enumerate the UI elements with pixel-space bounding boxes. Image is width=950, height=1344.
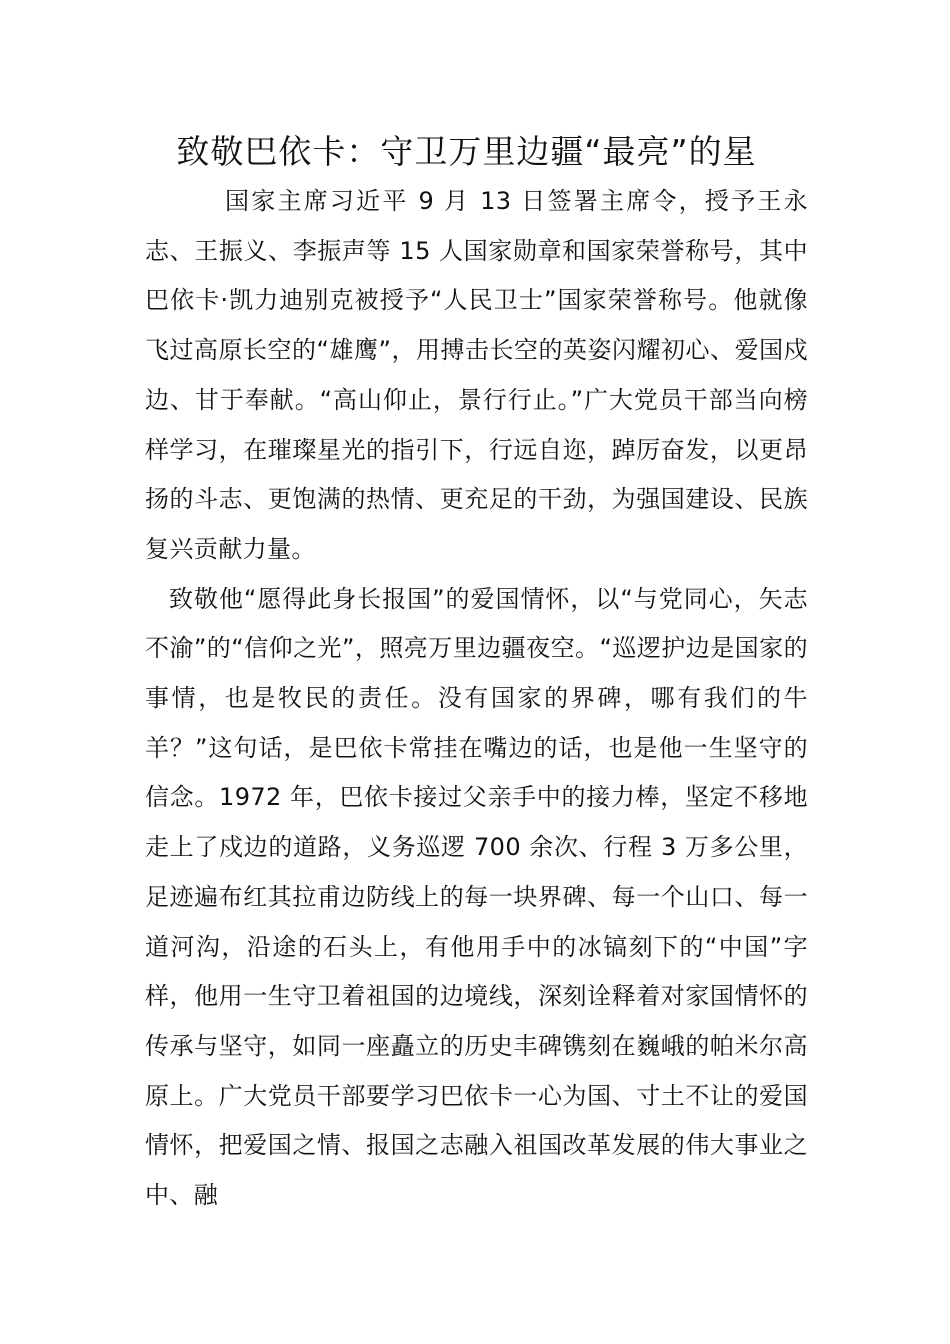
document-title: 致敬巴依卡：守卫万里边疆“最亮”的星 (176, 132, 757, 171)
paragraph-2: 致敬他“愿得此身长报国”的爱国情怀，以“与党同心，矢志不渝”的“信仰之光”，照亮万里边疆夜空。“巡逻护边是国家的事情，也是牧民的责任。没有国家的界碑，哪有我们的牛羊？”这句话，是巴依卡常挂在嘴边的话，也是他一生坚守的信念。1972 年，巴依卡接过父亲手中的接力棒，坚定不移地走上了戍边的道路，义务巡逻 700 余次、行程 3 万多公里，足迹遍布红其拉甫边防线上的每一块界碑、每一个山口、每一道河沟，沿途的石头上，有他用手中的冰镐刻下的“中国”字样，他用一生守卫着祖国的边境线，深刻诠释着对家国情怀的传承与坚守，如同一座矗立的历史丰碑镌刻在巍峨的帕米尔高原上。广大党员干部要学习巴依卡一心为国、寸土不让的爱国情怀，把爱国之情、报国之志融入祖国改革发展的伟大事业之中、融 (145, 584, 808, 1210)
paragraph-1: 国家主席习近平 9 月 13 日签署主席令，授予王永志、王振义、李振声等 15 人国家勋章和国家荣誉称号，其中巴依卡·凯力迪别克被授予“人民卫士”国家荣誉称号。他就像飞过高原长空的“雄鹰”，用搏击长空的英姿闪耀初心、爱国戍边、甘于奉献。“高山仰止，景行行止。”广大党员干部当向榜样学习，在璀璨星光的指引下，行远自迩，踔厉奋发，以更昂扬的斗志、更饱满的热情、更充足的干劲，为强国建设、民族复兴贡献力量。 (145, 187, 808, 563)
document-page (145, 127, 808, 1221)
